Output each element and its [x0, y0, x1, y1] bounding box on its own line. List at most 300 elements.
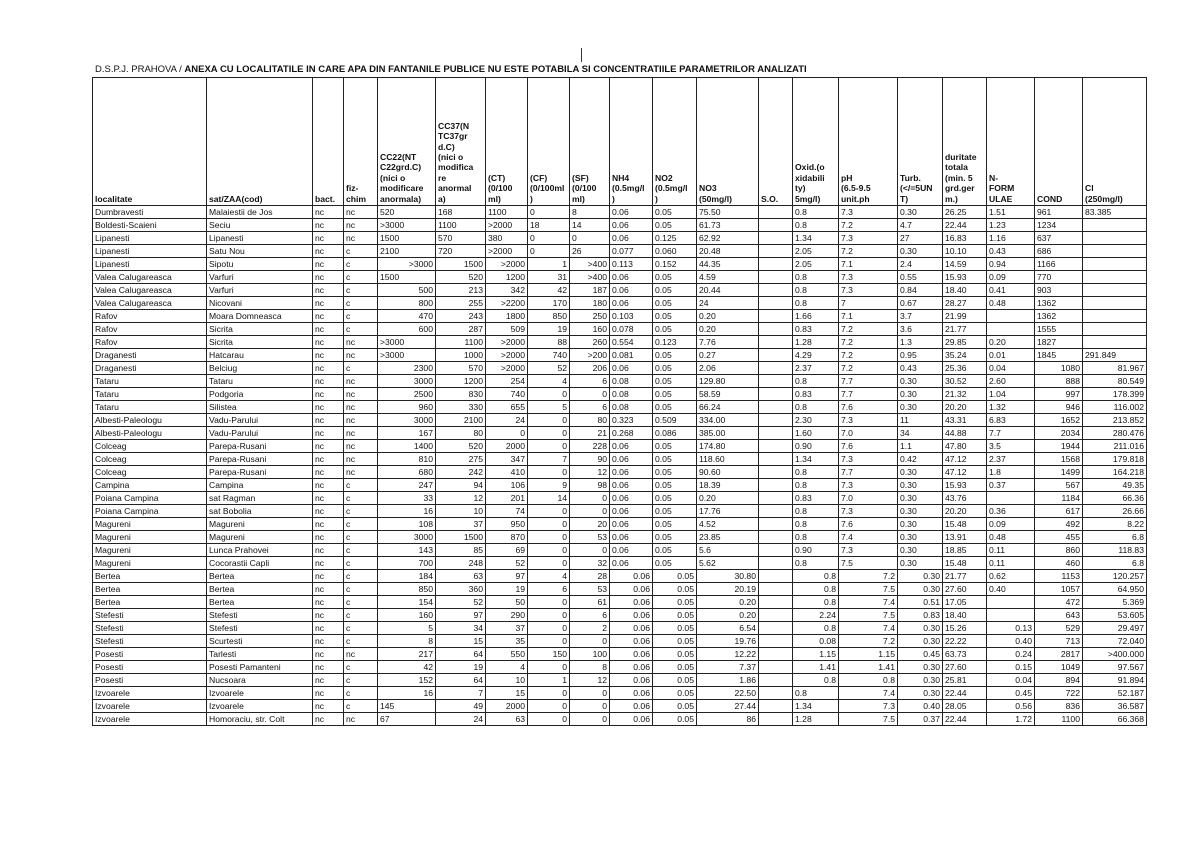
- table-cell: 20: [570, 518, 610, 531]
- table-cell: 1.60: [793, 427, 839, 440]
- table-cell: 0.06: [610, 284, 653, 297]
- table-cell: nc: [313, 284, 344, 297]
- table-cell: 47.80: [943, 440, 987, 453]
- table-cell: >2200: [486, 297, 528, 310]
- table-cell: 275: [436, 453, 486, 466]
- column-header: (CF) (0/100ml ): [528, 78, 570, 206]
- table-cell: 385.00: [697, 427, 759, 440]
- table-cell: 35.24: [943, 349, 987, 362]
- table-cell: 7.6: [839, 401, 898, 414]
- table-cell: 164.218: [1083, 466, 1147, 479]
- table-cell: 550: [486, 648, 528, 661]
- table-cell: 0: [528, 206, 570, 219]
- table-cell: 63: [436, 570, 486, 583]
- table-cell: 0.509: [653, 414, 697, 427]
- table-cell: c: [344, 323, 378, 336]
- table-cell: 0.83: [793, 388, 839, 401]
- table-cell: nc: [313, 336, 344, 349]
- table-cell: 950: [486, 518, 528, 531]
- table-cell: [759, 245, 793, 258]
- table-cell: Lipanesti: [93, 245, 207, 258]
- table-cell: Podgoria: [207, 388, 313, 401]
- table-cell: 7.4: [839, 596, 898, 609]
- table-cell: 44.35: [697, 258, 759, 271]
- table-cell: 97: [486, 570, 528, 583]
- table-cell: 0.078: [610, 323, 653, 336]
- table-cell: 17.05: [943, 596, 987, 609]
- table-cell: 1049: [1035, 661, 1083, 674]
- table-cell: 116.002: [1083, 401, 1147, 414]
- table-cell: 24: [697, 297, 759, 310]
- table-cell: 0.11: [987, 557, 1035, 570]
- table-cell: 0.05: [653, 531, 697, 544]
- table-cell: Bertea: [93, 570, 207, 583]
- table-cell: 0.40: [987, 635, 1035, 648]
- table-row: [93, 323, 1147, 336]
- table-cell: 0.06: [610, 232, 653, 245]
- table-cell: Stefesti: [207, 622, 313, 635]
- table-cell: >2000: [486, 245, 528, 258]
- table-cell: 7.0: [839, 427, 898, 440]
- table-row: [93, 349, 1147, 362]
- table-cell: 22.44: [943, 713, 987, 726]
- table-cell: 0.08: [793, 635, 839, 648]
- table-cell: 30.80: [697, 570, 759, 583]
- table-cell: 1057: [1035, 583, 1083, 596]
- table-cell: 500: [378, 284, 436, 297]
- table-cell: 492: [1035, 518, 1083, 531]
- table-cell: [1083, 245, 1147, 258]
- table-cell: 380: [486, 232, 528, 245]
- table-cell: 0.05: [653, 687, 697, 700]
- table-cell: 0: [528, 440, 570, 453]
- table-cell: Lipanesti: [93, 232, 207, 245]
- table-cell: 1.28: [793, 713, 839, 726]
- table-cell: 0.06: [610, 674, 653, 687]
- table-cell: 22.22: [943, 635, 987, 648]
- table-cell: 170: [528, 297, 570, 310]
- table-cell: 903: [1035, 284, 1083, 297]
- table-cell: c: [344, 661, 378, 674]
- table-cell: 47.12: [943, 453, 987, 466]
- table-cell: Colceag: [93, 440, 207, 453]
- table-cell: 7.2: [839, 323, 898, 336]
- table-cell: 617: [1035, 505, 1083, 518]
- table-cell: 0.05: [653, 492, 697, 505]
- table-cell: 1000: [436, 349, 486, 362]
- table-cell: 567: [1035, 479, 1083, 492]
- table-cell: 26.25: [943, 206, 987, 219]
- water-quality-table: [92, 77, 1147, 726]
- table-cell: 0.51: [898, 596, 943, 609]
- table-cell: 118.60: [697, 453, 759, 466]
- table-cell: Vadu-Parului: [207, 414, 313, 427]
- table-cell: 1800: [486, 310, 528, 323]
- table-cell: 6.8: [1083, 531, 1147, 544]
- table-cell: 52: [486, 557, 528, 570]
- table-cell: 4.59: [697, 271, 759, 284]
- table-cell: 97.567: [1083, 661, 1147, 674]
- table-row: [93, 206, 1147, 219]
- table-cell: 637: [1035, 232, 1083, 245]
- table-cell: Posesti: [93, 674, 207, 687]
- table-cell: nc: [344, 349, 378, 362]
- table-cell: c: [344, 609, 378, 622]
- table-cell: Bertea: [207, 583, 313, 596]
- table-cell: nc: [313, 375, 344, 388]
- table-cell: 0.06: [610, 648, 653, 661]
- table-cell: 69: [486, 544, 528, 557]
- table-cell: 0.30: [898, 544, 943, 557]
- table-cell: 1362: [1035, 310, 1083, 323]
- table-cell: 0.8: [793, 219, 839, 232]
- table-cell: 6: [528, 583, 570, 596]
- table-cell: [759, 271, 793, 284]
- table-row: [93, 232, 1147, 245]
- table-cell: Magureni: [207, 531, 313, 544]
- table-cell: 330: [436, 401, 486, 414]
- table-cell: 0.8: [793, 596, 839, 609]
- table-cell: Bertea: [93, 583, 207, 596]
- table-cell: [1083, 323, 1147, 336]
- table-cell: Tataru: [93, 401, 207, 414]
- table-cell: nc: [313, 310, 344, 323]
- table-cell: 0.37: [987, 479, 1035, 492]
- table-row: [93, 557, 1147, 570]
- table-cell: Bertea: [93, 596, 207, 609]
- table-cell: 722: [1035, 687, 1083, 700]
- table-cell: 88: [528, 336, 570, 349]
- table-row: [93, 284, 1147, 297]
- table-cell: 0.15: [987, 661, 1035, 674]
- table-cell: 290: [486, 609, 528, 622]
- table-cell: Bertea: [207, 570, 313, 583]
- table-cell: [759, 375, 793, 388]
- table-cell: [759, 609, 793, 622]
- table-cell: 0: [570, 713, 610, 726]
- table-cell: 1555: [1035, 323, 1083, 336]
- table-row: [93, 609, 1147, 622]
- table-cell: [759, 427, 793, 440]
- table-cell: 7.3: [839, 453, 898, 466]
- table-cell: 0.20: [697, 323, 759, 336]
- table-row: [93, 531, 1147, 544]
- table-cell: 0.06: [610, 531, 653, 544]
- table-cell: 0.90: [793, 544, 839, 557]
- table-cell: nc: [313, 648, 344, 661]
- table-cell: nc: [344, 401, 378, 414]
- table-cell: [759, 388, 793, 401]
- table-cell: 1.1: [898, 440, 943, 453]
- table-cell: 0.554: [610, 336, 653, 349]
- table-cell: 0.8: [793, 479, 839, 492]
- table-cell: 0.05: [653, 297, 697, 310]
- table-cell: Satu Nou: [207, 245, 313, 258]
- table-cell: 0.05: [653, 479, 697, 492]
- table-cell: [759, 258, 793, 271]
- table-cell: 0.05: [653, 206, 697, 219]
- table-cell: 0.30: [898, 687, 943, 700]
- table-cell: 7.3: [839, 479, 898, 492]
- table-cell: 0.20: [697, 596, 759, 609]
- table-cell: 18.40: [943, 609, 987, 622]
- table-cell: nc: [313, 297, 344, 310]
- table-cell: 1.3: [898, 336, 943, 349]
- table-cell: Rafov: [93, 310, 207, 323]
- table-cell: 94: [436, 479, 486, 492]
- table-cell: [759, 414, 793, 427]
- table-cell: 7.7: [987, 427, 1035, 440]
- table-row: [93, 336, 1147, 349]
- table-row: [93, 596, 1147, 609]
- table-cell: 0.30: [898, 674, 943, 687]
- table-cell: 0.30: [898, 505, 943, 518]
- table-cell: 66.36: [1083, 492, 1147, 505]
- table-cell: 0.83: [793, 492, 839, 505]
- table-cell: 7.4: [839, 687, 898, 700]
- table-cell: 1845: [1035, 349, 1083, 362]
- table-cell: 0.8: [793, 375, 839, 388]
- table-cell: 27.60: [943, 583, 987, 596]
- table-cell: 6.54: [697, 622, 759, 635]
- table-cell: nc: [344, 375, 378, 388]
- table-cell: 25.36: [943, 362, 987, 375]
- table-cell: 7: [528, 453, 570, 466]
- table-cell: nc: [313, 388, 344, 401]
- table-cell: sat Ragman: [207, 492, 313, 505]
- document-header: [95, 64, 807, 75]
- table-cell: c: [344, 700, 378, 713]
- table-cell: 0.8: [793, 531, 839, 544]
- table-cell: 0.13: [987, 622, 1035, 635]
- table-cell: 179.818: [1083, 453, 1147, 466]
- table-cell: 0.95: [898, 349, 943, 362]
- table-cell: 0.08: [610, 375, 653, 388]
- table-cell: 26.66: [1083, 505, 1147, 518]
- table-cell: 81.967: [1083, 362, 1147, 375]
- table-cell: 0: [528, 557, 570, 570]
- table-cell: 0.125: [653, 232, 697, 245]
- table-cell: 894: [1035, 674, 1083, 687]
- table-cell: 770: [1035, 271, 1083, 284]
- table-cell: Draganesti: [93, 362, 207, 375]
- header-title: ANEXA CU LOCALITATILE IN CARE APA DIN FANTANILE PUBLICE NU ESTE POTABILA SI CONCENTRATIILE PARAMETRILOR ANALIZATI: [184, 64, 807, 75]
- table-cell: 91.894: [1083, 674, 1147, 687]
- table-cell: [759, 310, 793, 323]
- table-cell: 1100: [436, 219, 486, 232]
- table-cell: 129.80: [697, 375, 759, 388]
- table-cell: 2.05: [793, 258, 839, 271]
- table-cell: [759, 206, 793, 219]
- table-cell: 1.34: [793, 232, 839, 245]
- table-cell: 0.05: [653, 544, 697, 557]
- table-cell: Belciug: [207, 362, 313, 375]
- table-cell: nc: [313, 635, 344, 648]
- table-cell: 0.06: [610, 479, 653, 492]
- table-cell: nc: [344, 336, 378, 349]
- table-cell: 7.2: [839, 570, 898, 583]
- table-cell: Parepa-Rusani: [207, 466, 313, 479]
- table-cell: Scurtesti: [207, 635, 313, 648]
- table-cell: >2000: [486, 349, 528, 362]
- table-cell: 2000: [486, 700, 528, 713]
- table-cell: 0.30: [898, 531, 943, 544]
- table-cell: 7.5: [839, 583, 898, 596]
- table-cell: 1400: [378, 440, 436, 453]
- table-cell: Boldesti-Scaieni: [93, 219, 207, 232]
- table-cell: c: [344, 635, 378, 648]
- table-cell: 80.549: [1083, 375, 1147, 388]
- table-cell: 0.05: [653, 609, 697, 622]
- table-cell: 1153: [1035, 570, 1083, 583]
- table-cell: 7.5: [839, 609, 898, 622]
- table-cell: [759, 661, 793, 674]
- column-header: pH (6.5-9.5 unit.ph: [839, 78, 898, 206]
- table-cell: 0.05: [653, 349, 697, 362]
- table-cell: 0: [528, 518, 570, 531]
- table-cell: Cocorastii Capli: [207, 557, 313, 570]
- table-cell: 0.8: [793, 518, 839, 531]
- table-cell: 946: [1035, 401, 1083, 414]
- table-cell: 0.06: [610, 570, 653, 583]
- table-row: [93, 427, 1147, 440]
- table-cell: 0: [570, 700, 610, 713]
- table-cell: 213.852: [1083, 414, 1147, 427]
- table-row: [93, 713, 1147, 726]
- table-cell: 0.8: [793, 401, 839, 414]
- table-cell: 850: [528, 310, 570, 323]
- table-cell: 4: [528, 570, 570, 583]
- table-cell: 0.24: [987, 648, 1035, 661]
- table-cell: 686: [1035, 245, 1083, 258]
- table-cell: 7.5: [839, 557, 898, 570]
- table-cell: Sicrita: [207, 323, 313, 336]
- table-cell: 108: [378, 518, 436, 531]
- table-row: [93, 271, 1147, 284]
- table-cell: [759, 622, 793, 635]
- table-cell: 7.3: [839, 700, 898, 713]
- table-cell: nc: [313, 492, 344, 505]
- table-cell: 28.05: [943, 700, 987, 713]
- table-cell: 1500: [378, 271, 436, 284]
- table-cell: 20.48: [697, 245, 759, 258]
- table-cell: 3.5: [987, 440, 1035, 453]
- table-cell: nc: [313, 518, 344, 531]
- table-cell: 1.32: [987, 401, 1035, 414]
- table-cell: Lipanesti: [93, 258, 207, 271]
- table-cell: 7.3: [839, 284, 898, 297]
- table-cell: 20.19: [697, 583, 759, 596]
- table-cell: 0.8: [793, 505, 839, 518]
- table-cell: 1.8: [987, 466, 1035, 479]
- table-row: [93, 635, 1147, 648]
- table-cell: c: [344, 492, 378, 505]
- table-cell: Rafov: [93, 336, 207, 349]
- table-cell: 63: [486, 713, 528, 726]
- table-cell: nc: [313, 414, 344, 427]
- table-cell: 509: [486, 323, 528, 336]
- table-cell: 470: [378, 310, 436, 323]
- table-cell: Posesti: [93, 648, 207, 661]
- table-cell: c: [344, 583, 378, 596]
- table-cell: c: [344, 544, 378, 557]
- table-cell: [759, 219, 793, 232]
- table-cell: 0.40: [987, 583, 1035, 596]
- table-cell: 28.27: [943, 297, 987, 310]
- table-cell: [759, 492, 793, 505]
- table-cell: [759, 466, 793, 479]
- header-org: D.S.P.J. PRAHOVA /: [95, 64, 182, 75]
- table-cell: 342: [486, 284, 528, 297]
- table-cell: 0.05: [653, 557, 697, 570]
- table-cell: 2.30: [793, 414, 839, 427]
- table-cell: 18.40: [943, 284, 987, 297]
- table-cell: 1.28: [793, 336, 839, 349]
- table-cell: 7.6: [839, 440, 898, 453]
- table-cell: 1200: [436, 375, 486, 388]
- table-cell: 850: [378, 583, 436, 596]
- table-cell: 1234: [1035, 219, 1083, 232]
- table-cell: 570: [436, 362, 486, 375]
- table-cell: Tataru: [93, 388, 207, 401]
- table-cell: 0.30: [898, 206, 943, 219]
- table-cell: >3000: [378, 258, 436, 271]
- table-cell: 35: [486, 635, 528, 648]
- table-cell: 600: [378, 323, 436, 336]
- table-cell: 53: [570, 531, 610, 544]
- table-cell: 53.605: [1083, 609, 1147, 622]
- table-cell: Varfuri: [207, 271, 313, 284]
- table-cell: Posesti Pamanteni: [207, 661, 313, 674]
- table-cell: 1827: [1035, 336, 1083, 349]
- table-cell: [759, 700, 793, 713]
- table-cell: 0.06: [610, 466, 653, 479]
- table-cell: 213: [436, 284, 486, 297]
- top-mark: [581, 48, 582, 62]
- table-cell: 0.123: [653, 336, 697, 349]
- table-cell: nc: [313, 232, 344, 245]
- table-cell: 0.05: [653, 310, 697, 323]
- table-cell: 52: [528, 362, 570, 375]
- table-cell: nc: [344, 648, 378, 661]
- table-cell: [759, 635, 793, 648]
- table-cell: 67: [378, 713, 436, 726]
- table-cell: 178.399: [1083, 388, 1147, 401]
- table-cell: [1083, 310, 1147, 323]
- table-cell: 4: [528, 375, 570, 388]
- table-cell: c: [344, 479, 378, 492]
- table-row: [93, 622, 1147, 635]
- table-cell: 888: [1035, 375, 1083, 388]
- table-cell: 154: [378, 596, 436, 609]
- table-cell: >3000: [378, 336, 436, 349]
- table-cell: Moara Domneasca: [207, 310, 313, 323]
- table-cell: 28: [570, 570, 610, 583]
- table-cell: 1184: [1035, 492, 1083, 505]
- table-cell: 12.22: [697, 648, 759, 661]
- table-row: [93, 661, 1147, 674]
- table-cell: 21.32: [943, 388, 987, 401]
- table-cell: 720: [436, 245, 486, 258]
- table-cell: 0.081: [610, 349, 653, 362]
- table-cell: nc: [313, 323, 344, 336]
- column-header: Turb. (</=5UN T): [898, 78, 943, 206]
- table-cell: 870: [486, 531, 528, 544]
- table-cell: 0.06: [610, 596, 653, 609]
- table-cell: [987, 609, 1035, 622]
- table-cell: nc: [344, 466, 378, 479]
- table-cell: [759, 570, 793, 583]
